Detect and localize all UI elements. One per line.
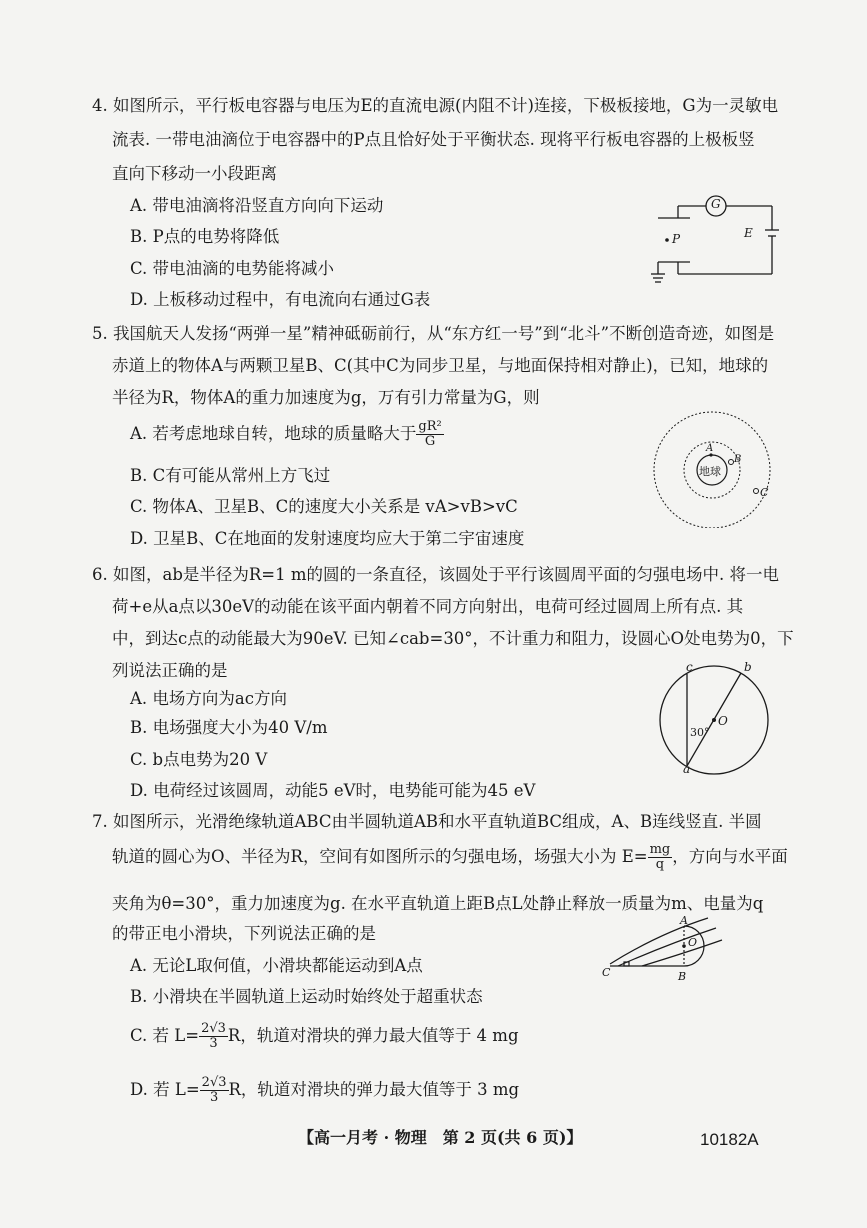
q7-d-fraction: $\frac{2√3}{3}$ xyxy=(201,1075,227,1105)
q4-stem-line1: 4. 如图所示，平行板电容器与电压为E的直流电源(内阻不计)连接，下极板接地，G为一灵敏电 xyxy=(92,96,779,115)
q7-center-o-label: O xyxy=(688,936,698,949)
q7-stem-line1: 7. 如图所示，光滑绝缘轨道ABC由半圆轨道AB和水平直轨道BC组成，A、B连线竖直. 半圆 xyxy=(92,812,762,831)
q4-point-p-label: P xyxy=(672,232,681,246)
q6-option-b: B. 电场强度大小为40 V/m xyxy=(130,718,328,737)
q6-angle-label: 30° xyxy=(690,726,710,739)
q6-stem-line3: 中，到达c点的动能最大为90eV. 已知∠cab=30°，不计重力和阻力，设圆心O处电势为0，下 xyxy=(112,629,794,648)
q4-option-b: B. P点的电势将降低 xyxy=(130,227,280,246)
q4-capacitor-circuit-figure xyxy=(638,190,788,285)
q5-stem-line3: 半径为R，物体A的重力加速度为g，万有引力常量为G，则 xyxy=(112,388,540,407)
q6-center-o-label: O xyxy=(718,714,728,728)
q5-stem-line1: 5. 我国航天人发扬“两弹一星”精神砥砺前行，从“东方红一号”到“北斗”不断创造奇迹，如图是 xyxy=(92,324,775,343)
q4-source-e-label: E xyxy=(744,226,753,240)
q6-point-b-label: b xyxy=(744,660,752,674)
q7-stem-line2: 轨道的圆心为O、半径为R，空间有如图所示的匀强电场，场强大小为 E= $\frac{mg}{q}$ ，方向与水平面 xyxy=(112,842,788,872)
q7-option-c: C. 若 L= $\frac{2√3}{3}$ R，轨道对滑块的弹力最大值等于 4 mg xyxy=(130,1021,519,1051)
page-footer: 【高一月考 · 物理 第 2 页(共 6 页)】 xyxy=(298,1128,583,1147)
q7-option-b: B. 小滑块在半圆轨道上运动时始终处于超重状态 xyxy=(130,987,483,1006)
q7-point-b-label: B xyxy=(678,970,687,983)
q7-c-fraction: $\frac{2√3}{3}$ xyxy=(201,1021,226,1051)
q4-stem-line2: 流表. 一带电油滴位于电容器中的P点且恰好处于平衡状态. 现将平行板电容器的上极板竖 xyxy=(112,130,755,149)
q4-option-d: D. 上板移动过程中，有电流向右通过G表 xyxy=(130,290,431,309)
q5-option-d: D. 卫星B、C在地面的发射速度均应大于第二宇宙速度 xyxy=(130,529,525,548)
q5-satellite-b-label: B xyxy=(734,454,742,465)
q7-point-c-label: C xyxy=(602,966,611,979)
q6-point-a-label: a xyxy=(683,762,691,776)
q4-galvanometer-label: G xyxy=(711,197,721,211)
q6-circle-field-figure xyxy=(650,658,780,778)
q5-orbit-figure xyxy=(650,408,780,528)
q6-stem-line4: 列说法正确的是 xyxy=(112,661,228,680)
q5-option-b: B. C有可能从常州上方飞过 xyxy=(130,466,331,485)
q5-mass-fraction: $\frac{\text{gR²}}{G}$ xyxy=(418,419,442,449)
q7-option-a: A. 无论L取何值，小滑块都能运动到A点 xyxy=(130,956,423,975)
q7-track-field-figure xyxy=(598,914,728,990)
q4-option-c: C. 带电油滴的电势能将减小 xyxy=(130,259,335,278)
q6-point-c-label: c xyxy=(686,660,693,674)
q5-stem-line2: 赤道上的物体A与两颗卫星B、C(其中C为同步卫星，与地面保持相对静止)，已知，地球的 xyxy=(112,356,769,375)
q7-stem-line3: 夹角为θ=30°，重力加速度为g. 在水平直轨道上距B点L处静止释放一质量为m、电量为q xyxy=(112,894,764,913)
q4-stem-line3: 直向下移动一小段距离 xyxy=(112,164,277,183)
q7-field-fraction: $\frac{mg}{q}$ xyxy=(649,842,671,872)
q7-stem-line4: 的带正电小滑块，下列说法正确的是 xyxy=(112,924,376,943)
q6-stem-line2: 荷+e从a点以30eV的动能在该平面内朝着不同方向射出，电荷可经过圆周上所有点. 其 xyxy=(112,597,744,616)
q7-option-d: D. 若 L= $\frac{2√3}{3}$ R，轨道对滑块的弹力最大值等于 3 mg xyxy=(130,1075,520,1105)
q5-option-c: C. 物体A、卫星B、C的速度大小关系是 vA>vB>vC xyxy=(130,497,518,516)
q6-option-a: A. 电场方向为ac方向 xyxy=(130,689,287,708)
q4-option-a: A. 带电油滴将沿竖直方向向下运动 xyxy=(130,196,384,215)
q5-object-a-label: A xyxy=(706,443,714,454)
q5-satellite-c-label: C xyxy=(760,486,769,499)
exam-code: 10182A xyxy=(700,1130,759,1149)
q6-stem-line1: 6. 如图，ab是半径为R=1 m的圆的一条直径，该圆处于平行该圆周平面的匀强电场中. 将一电 xyxy=(92,565,780,584)
q6-option-c: C. b点电势为20 V xyxy=(130,750,268,769)
q7-point-a-label: A xyxy=(680,914,688,927)
q5-earth-label: 地球 xyxy=(699,465,721,478)
q6-option-d: D. 电荷经过该圆周，动能5 eV时，电势能可能为45 eV xyxy=(130,781,536,800)
q5-option-a: A. 若考虑地球自转，地球的质量略大于 $\frac{\text{gR²}}{G}$ xyxy=(130,419,442,449)
